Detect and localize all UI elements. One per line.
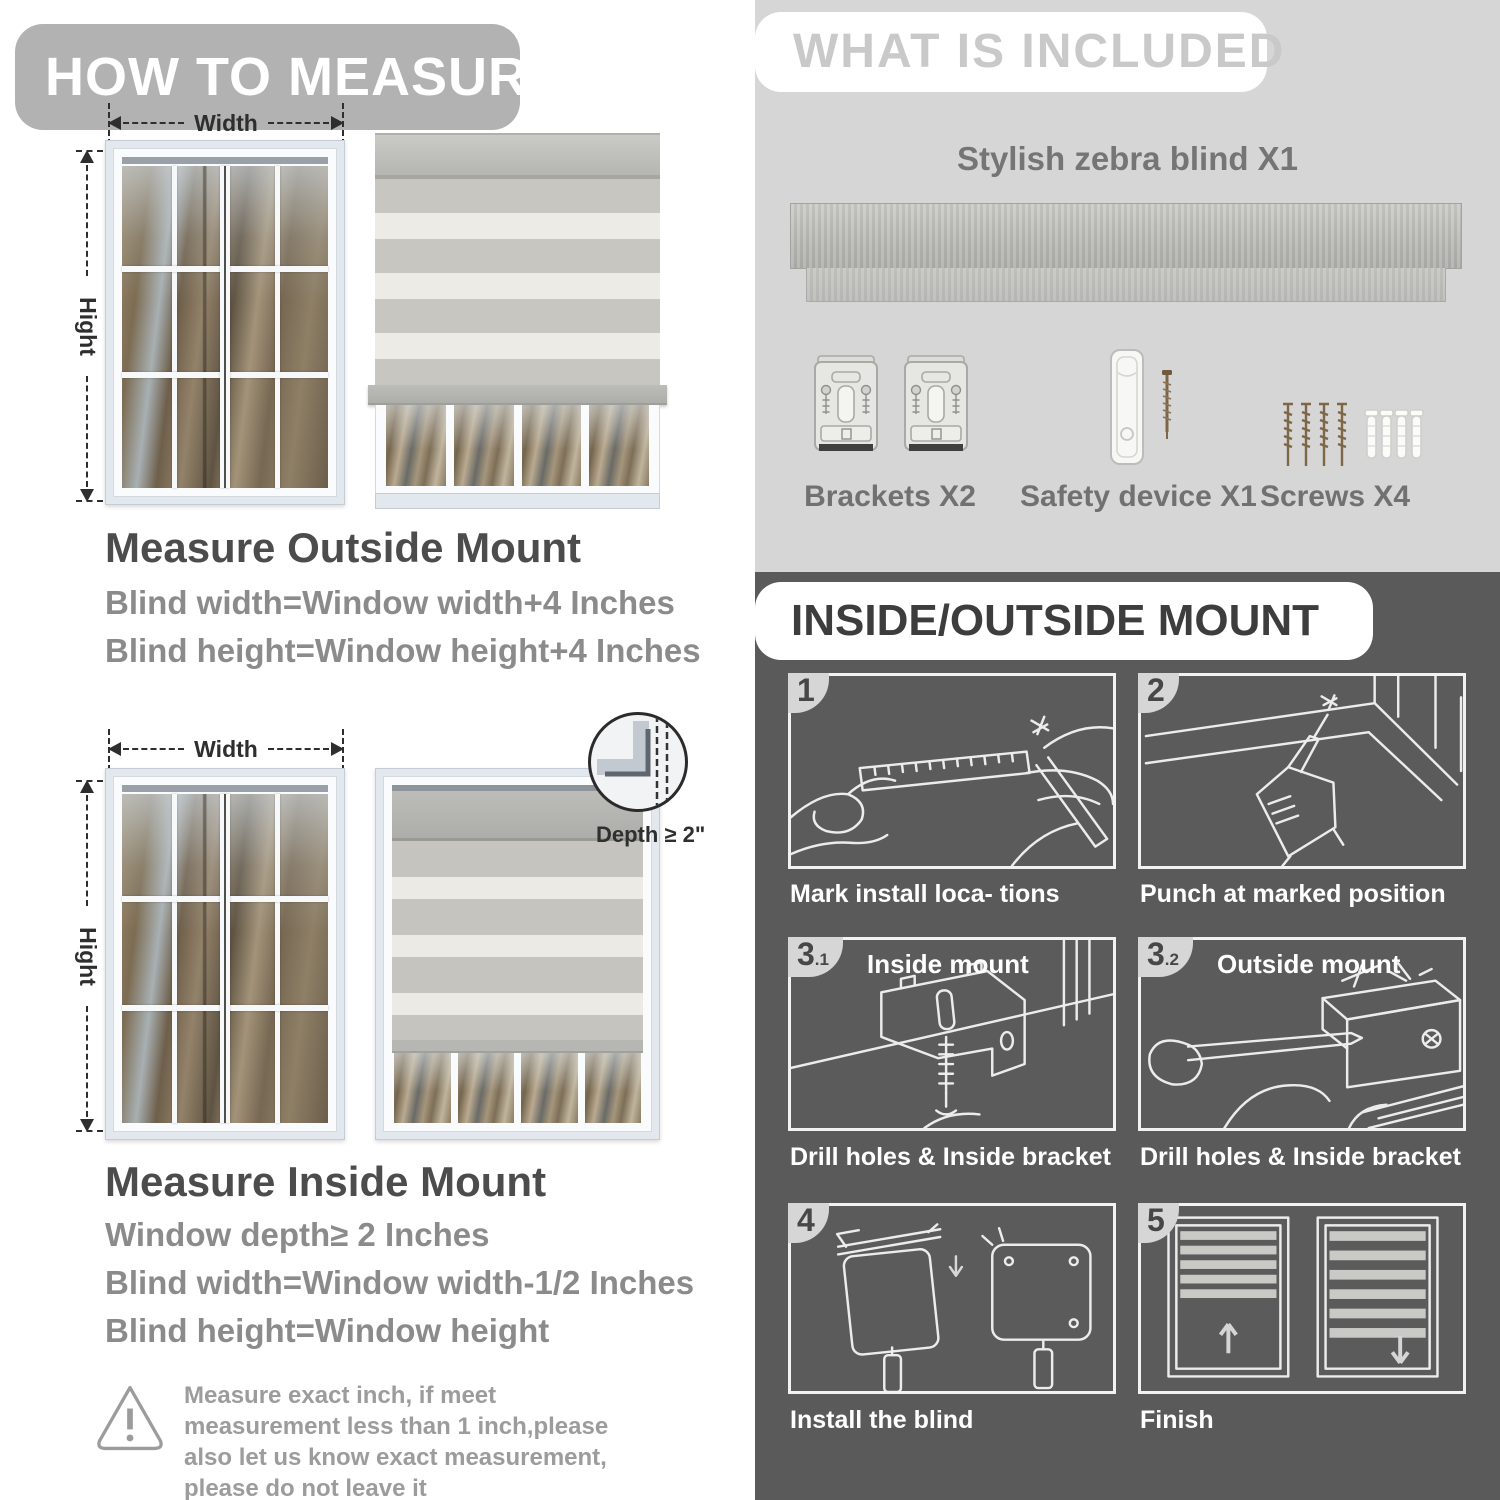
punch-position-illustration (1141, 676, 1463, 866)
window-photo-inside (105, 768, 345, 1140)
height-arrow-inside (72, 780, 102, 1132)
window-photo-outside (105, 140, 345, 505)
inside-rule-depth: Window depth≥ 2 Inches (105, 1216, 490, 1253)
blind-cassette (375, 133, 660, 179)
outside-mount-heading: Measure Outside Mount (105, 524, 582, 571)
zebra-blind-headrail-image (790, 203, 1462, 269)
step-3-2-title: Outside mount (1217, 949, 1401, 979)
step-3-1-caption: Drill holes & Inside bracket (790, 1143, 1111, 1171)
outside-rule-height: Blind height=Window height+4 Inches (105, 632, 701, 669)
step-5-panel (1138, 1203, 1466, 1394)
step-number-badge: 4 (788, 1203, 829, 1243)
window-sill (375, 493, 660, 509)
step-3-2-caption: Drill holes & Inside bracket (1140, 1143, 1461, 1171)
blind-bottom-rail (392, 1040, 643, 1053)
brackets-label: Brackets X2 (804, 480, 976, 513)
inside-mount-heading: Measure Inside Mount (105, 1158, 547, 1205)
depth-label: Depth ≥ 2" (596, 822, 706, 847)
safety-device-image (1095, 346, 1190, 471)
measure-warning-text: Measure exact inch, if meet measurement less than 1 inch,please also let us know exact measurement, please do not leave it (184, 1382, 609, 1500)
finish-blinds-illustration (1141, 1206, 1463, 1391)
height-arrow-outside (72, 150, 102, 502)
blind-stripes (392, 841, 643, 1040)
step-3-1-panel (788, 937, 1116, 1131)
window-glass (122, 794, 328, 1123)
step-4-panel (788, 1203, 1116, 1394)
screws-label: Screws X4 (1259, 480, 1411, 513)
step-2-caption: Punch at marked position (1140, 880, 1446, 908)
step-1-panel (788, 673, 1116, 869)
install-blind-illustration (791, 1206, 1113, 1391)
warning-triangle-icon (92, 1376, 168, 1460)
step-number-badge: 2 (1138, 673, 1179, 713)
blind-stripes (375, 179, 660, 385)
inside-rule-height: Blind height=Window height (105, 1312, 550, 1349)
zebra-blind-headrail-lower (806, 268, 1446, 302)
step-number-badge: 3 .1 (788, 937, 843, 977)
width-label: Width (194, 109, 258, 136)
width-arrow-inside (108, 736, 344, 762)
step-number-badge: 5 (1138, 1203, 1179, 1243)
step-4-caption: Install the blind (790, 1406, 974, 1434)
step-number-badge: 1 (788, 673, 829, 713)
zebra-blind-quantity-label: Stylish zebra blind X1 (956, 140, 1299, 177)
height-label: Hight (74, 296, 101, 356)
width-arrow-outside (108, 110, 344, 136)
window-top-rail (122, 157, 328, 164)
zebra-blind-outside-mount (375, 133, 660, 509)
step-3-2-panel (1138, 937, 1466, 1131)
window-glass (122, 166, 328, 488)
step-2-panel (1138, 673, 1466, 869)
window-under-blind (392, 1053, 643, 1123)
what-is-included-header: WHAT IS INCLUDED (755, 12, 1267, 92)
width-label: Width (194, 735, 258, 762)
window-top-rail (122, 785, 328, 792)
step-3-1-title: Inside mount (867, 949, 1029, 979)
brackets-image (812, 352, 972, 470)
safety-device-label: Safety device X1 (1020, 480, 1257, 513)
inside-outside-mount-header: INSIDE/OUTSIDE MOUNT (755, 582, 1373, 660)
how-to-measure-header: HOW TO MEASURE (15, 24, 520, 130)
tick-right (342, 103, 344, 145)
mark-locations-illustration (791, 676, 1113, 866)
tick-left (108, 103, 110, 145)
height-label: Hight (74, 926, 101, 986)
depth-magnifier-icon (588, 712, 688, 812)
outside-rule-width: Blind width=Window width+4 Inches (105, 584, 675, 621)
inside-rule-width: Blind width=Window width-1/2 Inches (105, 1264, 695, 1301)
blind-bottom-rail (368, 385, 667, 405)
step-1-caption: Mark install loca- tions (790, 880, 1060, 908)
window-under-blind (375, 405, 660, 507)
step-number-badge: 3 .2 (1138, 937, 1193, 977)
step-5-caption: Finish (1140, 1406, 1214, 1434)
screws-image (1275, 398, 1425, 476)
